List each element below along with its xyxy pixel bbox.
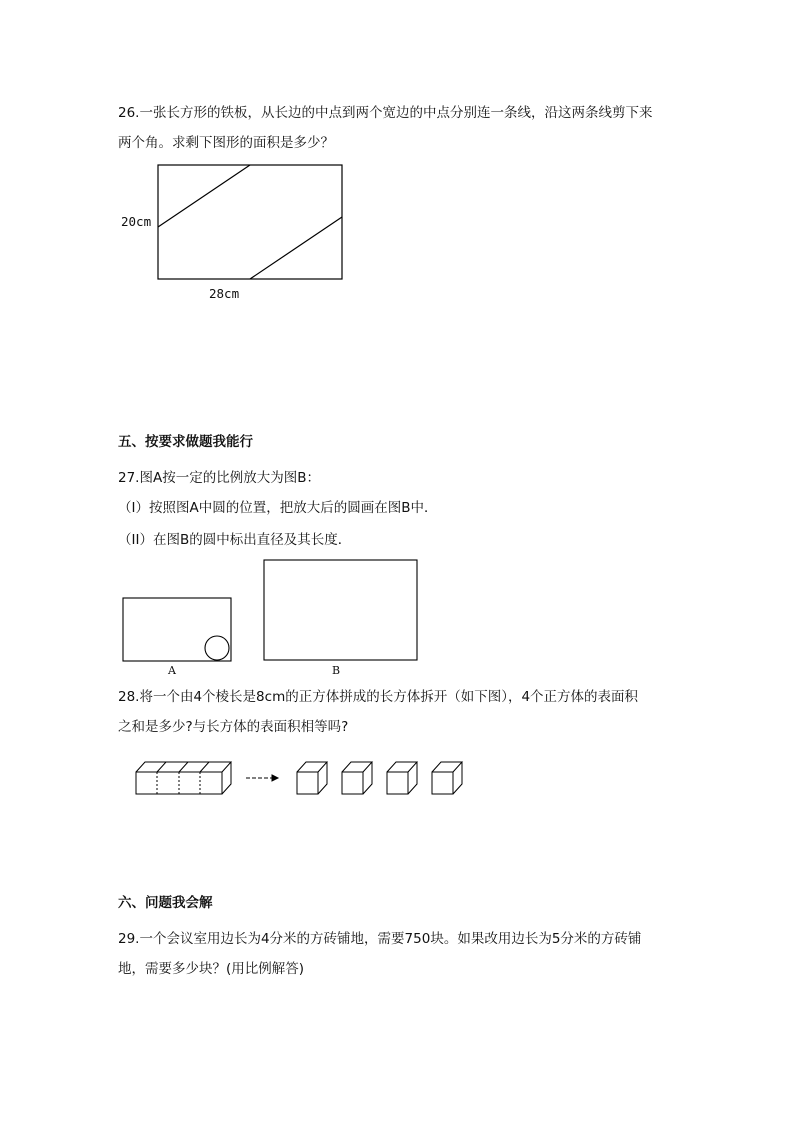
section6-title: 六、问题我会解 [118,895,213,911]
q26-cut-line-upper [158,165,250,227]
q28-cube-3 [387,762,417,794]
q26-width-label: 20cm [121,214,152,229]
q28-arrow [246,775,278,781]
q27-text-line2: （I）按照图A中圆的位置，把放大后的圆画在图B中． [118,500,438,516]
q28-cube-4 [432,762,462,794]
q27-rect-a [123,598,231,661]
q27-circle-a [205,636,229,660]
q26-text-line2: 两个角。求剩下图形的面积是多少？ [118,135,334,151]
q26-cut-line-lower [250,217,342,279]
q29-text-line2: 地，需要多少块？(用比例解答) [118,961,305,977]
q27-text-line1: 27.图A按一定的比例放大为图B： [118,470,320,486]
q29-text-line1: 29.一个会议室用边长为4分米的方砖铺地，需要750块。如果改用边长为5分米的方砖铺 [118,931,642,947]
section5-title: 五、按要求做题我能行 [118,434,253,450]
q26-length-label: 28cm [209,286,240,301]
q27-figure-b [264,560,417,660]
q27-label-a: A [168,664,176,677]
q26-iron-plate-figure [158,165,342,279]
q26-rectangle [158,165,342,279]
q27-figure-a [123,598,231,661]
q26-text-line1: 26.一张长方形的铁板，从长边的中点到两个宽边的中点分别连一条线，沿这两条线剪下来 [118,105,653,121]
q28-text-line2: 之和是多少?与长方体的表面积相等吗? [118,719,349,735]
q27-label-b: B [332,664,341,677]
q28-text-line1: 28.将一个由4个棱长是8cm的正方体拼成的长方体拆开（如下图），4个正方体的表面积 [118,689,639,705]
q28-cube-1 [297,762,327,794]
q27-text-line3: （II）在图B的圆中标出直径及其长度． [118,532,352,548]
q28-cuboid-figure [136,762,231,794]
q27-rect-b [264,560,417,660]
q28-cube-2 [342,762,372,794]
